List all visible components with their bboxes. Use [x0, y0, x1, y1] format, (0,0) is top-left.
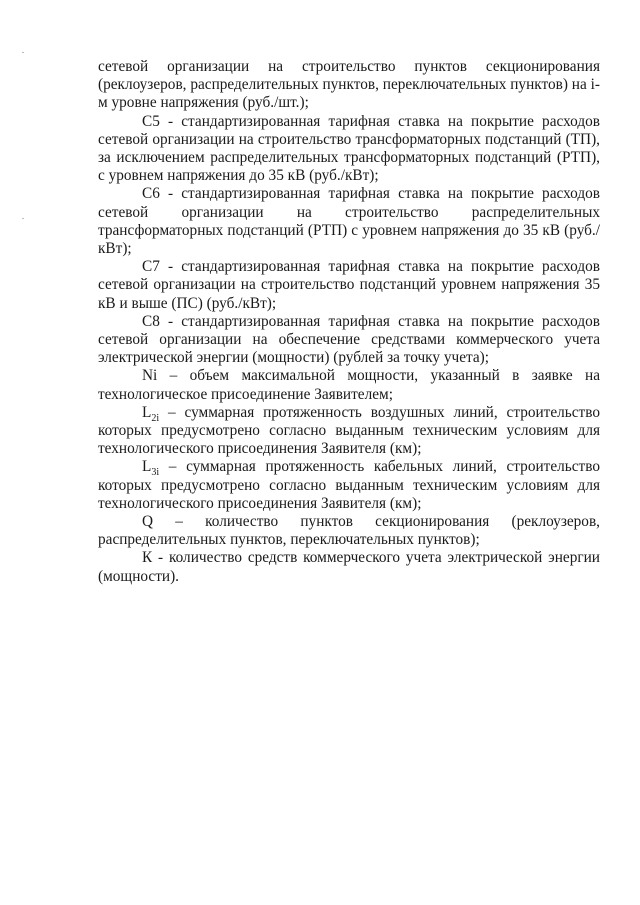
margin-mark: [22, 52, 24, 53]
paragraph-c5: С5 - стандартизированная тарифная ставка на покрытие расходов сетевой организации на строительство трансформаторных подстанций (ТП), за исключением распределительных трансформаторных подстанций (РТП), с уровнем напряжения до 35 кВ (руб./кВт);: [98, 112, 600, 185]
symbol-l: L: [142, 403, 152, 421]
symbol-subscript: 2i: [151, 412, 160, 424]
margin-mark: [22, 218, 24, 219]
symbol-l: L: [142, 458, 152, 476]
paragraph-ni: Ni – объем максимальной мощности, указанный в заявке на технологическое присоединение Заявителем;: [98, 367, 600, 403]
paragraph-c6: С6 - стандартизированная тарифная ставка на покрытие расходов сетевой организации на строительство распределительных трансформаторных подстанций (РТП) с уровнем напряжения до 35 кВ (руб./кВт);: [98, 185, 600, 258]
document-body: [98, 58, 600, 586]
paragraph-text: – суммарная протяженность кабельных линий, строительство которых предусмотрено согласно выданным техническим условиям для технологического присоединения Заявителя (км);: [98, 458, 600, 512]
paragraph-c8: С8 - стандартизированная тарифная ставка на покрытие расходов сетевой организации на обеспечение средствами коммерческого учета электрической энергии (мощности) (рублей за точку учета);: [98, 312, 600, 367]
paragraph-l3i: [98, 458, 600, 513]
paragraph-l2i: [98, 404, 600, 459]
paragraph-text: – суммарная протяженность воздушных линий, строительство которых предусмотрено согласно выданным техническим условиям для технологического присоединения Заявителя (км);: [98, 403, 600, 458]
paragraph-sectioning-continuation: сетевой организации на строительство пунктов секционирования (реклоузеров, распределительных пунктов, переключательных пунктов) на i-м уровне напряжения (руб./шт.);: [98, 58, 600, 112]
paragraph-c7: С7 - стандартизированная тарифная ставка на покрытие расходов сетевой организации на строительство подстанций уровнем напряжения 35 кВ и выше (ПС) (руб./кВт);: [98, 258, 600, 312]
symbol-subscript: 3i: [151, 467, 160, 479]
paragraph-q: Q – количество пунктов секционирования (реклоузеров, распределительных пунктов, переключательных пунктов);: [98, 513, 600, 549]
paragraph-k: К - количество средств коммерческого учета электрической энергии (мощности).: [98, 549, 600, 585]
